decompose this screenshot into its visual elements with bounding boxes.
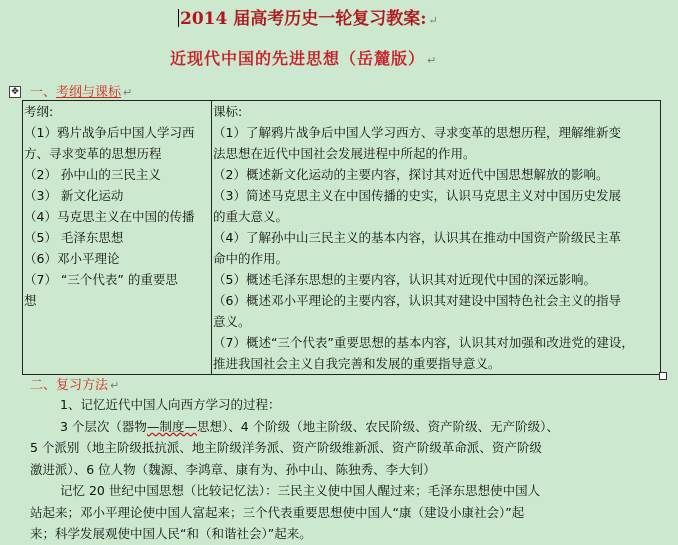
standard-line: （1）了解鸦片战争后中国人学习西方、寻求变革的思想历程，理解维新变 xyxy=(213,125,621,140)
outline-line: （6）邓小平理论 xyxy=(24,251,120,266)
paragraph-mark-icon: ↵ xyxy=(427,54,438,67)
paragraph-mark-icon: ↵ xyxy=(110,379,120,392)
outline-line: （4）马克思主义在中国的传播 xyxy=(24,209,195,224)
subtitle-text: 近现代中国的先进思想（岳麓版） xyxy=(170,49,426,68)
curriculum-header: 课标: xyxy=(213,104,243,119)
body-text: 思想）、4 个阶级（地主阶级、农民阶级、资产阶级、无产阶级）、 xyxy=(196,418,559,434)
standard-line: （6）概述邓小平理论的主要内容，认识其对建设中国特色社会主义的指导 xyxy=(213,293,621,308)
standard-line: 推进我国社会主义自我完善和发展的重要指导意义。 xyxy=(213,356,501,371)
standard-line: （2）概述新文化运动的主要内容，探讨其对近代中国思想解放的影响。 xyxy=(213,167,609,182)
outline-line: 方、寻求变革的思想历程 xyxy=(24,146,162,161)
standard-line: （7）概述“三个代表”重要思想的基本内容，认识其对加强和改进党的建设， xyxy=(213,335,634,350)
body-paragraph: 1、记忆近代中国人向西方学习的过程： xyxy=(60,397,281,412)
spellcheck-text: —制度— xyxy=(146,418,197,434)
outline-line: （2） 孙中山的三民主义 xyxy=(24,167,161,182)
body-paragraph: 激进派）、6 位人物（魏源、李鸿章、康有为、孙中山、陈独秀、李大钊） xyxy=(30,461,436,477)
paragraph-mark-icon: ↵ xyxy=(428,14,438,27)
section-title: 考纲与课标 xyxy=(56,85,122,100)
body-paragraph: 记忆 20 世纪中国思想（比较记忆法）：三民主义使中国人醒过来；毛泽东思想使中国人 xyxy=(60,483,541,498)
body-text: 3 个层次（器物 xyxy=(60,418,147,434)
section-number: 一、 xyxy=(30,85,57,100)
outline-line: （5） 毛泽东思想 xyxy=(24,230,124,245)
table-resize-handle-icon[interactable] xyxy=(659,372,667,380)
section-heading-1 xyxy=(30,81,132,100)
standard-line: 命中的作用。 xyxy=(213,251,289,266)
syllabus-table xyxy=(22,100,661,375)
exam-outline-header: 考纲: xyxy=(24,104,54,119)
outline-line: （7） “三个代表” 的重要思 xyxy=(24,272,178,287)
body-paragraph: 站起来；邓小平理论使中国人富起来；三个代表重要思想使中国人“康（建设小康社会）”起 xyxy=(30,504,525,520)
section-heading-2 xyxy=(30,374,119,393)
body-paragraph: 来；科学发展观使中国人民“和（和谐社会）”起来。 xyxy=(30,526,312,541)
review-methods-body xyxy=(30,394,666,545)
standard-line: （3）简述马克思主义在中国传播的史实，认识马克思主义对中国历史发展 xyxy=(213,188,621,203)
text-cursor xyxy=(178,9,179,27)
outline-line: 想 xyxy=(24,293,37,308)
standard-line: 意义。 xyxy=(213,314,251,329)
title-text: 2014 届高考历史一轮复习教案: xyxy=(180,9,427,29)
curriculum-standard-cell[interactable] xyxy=(212,101,661,375)
document-title xyxy=(178,4,478,29)
outline-line: （1）鸦片战争后中国人学习西 xyxy=(24,125,195,140)
standard-line: （4）了解孙中山三民主义的基本内容，认识其在推动中国资产阶级民主革 xyxy=(213,230,621,245)
standard-line: 的重大意义。 xyxy=(213,209,289,224)
body-paragraph: 5 个派别（地主阶级抵抗派、地主阶级洋务派、资产阶级维新派、资产阶级革命派、资产阶级 xyxy=(30,440,542,455)
outline-line: （3） 新文化运动 xyxy=(24,188,124,203)
section-title: 二、复习方法 xyxy=(30,378,109,393)
paragraph-mark-icon: ↵ xyxy=(123,86,133,99)
body-paragraph xyxy=(30,416,666,438)
table-move-handle-icon[interactable]: ✥ xyxy=(9,86,21,98)
exam-outline-cell[interactable] xyxy=(23,101,212,375)
standard-line: （5）概述毛泽东思想的主要内容，认识其对近现代中国的深远影响。 xyxy=(213,272,596,287)
document-subtitle xyxy=(170,46,437,69)
standard-line: 法思想在近代中国社会发展进程中所起的作用。 xyxy=(213,146,476,161)
